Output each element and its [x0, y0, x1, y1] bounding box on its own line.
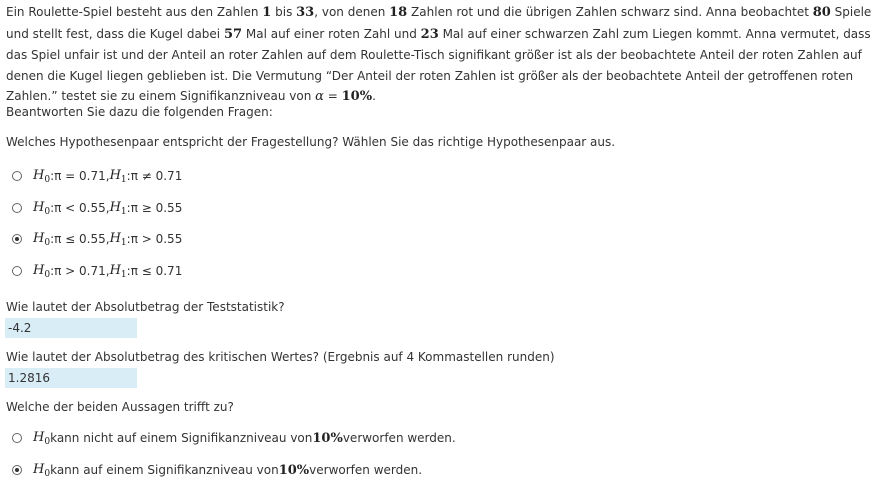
statement-option-2[interactable]: $H_0$ kann auf einem Signifikanzniveau von 10% verworfen werden.	[12, 461, 422, 479]
question-test-statistic: Wie lautet der Absolutbetrag der Teststatistik?	[6, 300, 285, 314]
question-hypothesis: Welches Hypothesenpaar entspricht der Fragestellung? Wählen Sie das richtige Hypothesenpaar aus.	[6, 135, 616, 149]
radio-button-selected[interactable]	[12, 465, 22, 475]
question-critical-value: Wie lautet der Absolutbetrag des kritischen Wertes? (Ergebnis auf 4 Kommastellen runden)	[6, 350, 555, 364]
hypothesis-option-3[interactable]: $H_0$ : π ≤ 0.55, $H_1$ : π > 0.55	[12, 230, 182, 248]
radio-button[interactable]	[12, 433, 22, 443]
radio-button-selected[interactable]	[12, 234, 22, 244]
radio-button[interactable]	[12, 203, 22, 213]
question-statement: Welche der beiden Aussagen trifft zu?	[6, 400, 234, 414]
critical-value-input[interactable]	[5, 368, 137, 388]
instruction-text: Beantworten Sie dazu die folgenden Fragen:	[6, 105, 273, 119]
statement-option-1[interactable]: $H_0$ kann nicht auf einem Signifikanzniveau von 10% verworfen werden.	[12, 429, 456, 447]
problem-statement: Ein Roulette-Spiel besteht aus den Zahlen 1 bis 33, von denen 18 Zahlen rot und die übrigen Zahlen schwarz sind. Anna beobachtet 80 Spiele und stellt fest, dass die Kugel dabei 57 Mal auf einer roten Zahl und 23 Mal auf einer schwarzen Zahl zum Liegen kommt. Anna vermutet, dass das Spiel unfair ist und der Anteil an roter Zahlen auf dem Roulette-Tisch signifikant größer ist als der beobachtete Anteil der roten Zahlen auf denen die Kugel liegen geblieben ist. Die Vermutung “Der Anteil der roten Zahlen ist größer als der beobachtete Anteil der getroffenen roten Zahlen.” testet sie zu einem Signifikanzniveau von α = 10%.	[6, 5, 872, 104]
hypothesis-option-4[interactable]: $H_0$ : π > 0.71, $H_1$ : π ≤ 0.71	[12, 262, 182, 280]
test-statistic-input[interactable]	[5, 318, 137, 338]
hypothesis-option-1[interactable]: $H_0$ : π = 0.71, $H_1$ : π ≠ 0.71	[12, 167, 182, 185]
radio-button[interactable]	[12, 171, 22, 181]
hypothesis-option-2[interactable]: $H_0$ : π < 0.55, $H_1$ : π ≥ 0.55	[12, 199, 182, 217]
radio-button[interactable]	[12, 266, 22, 276]
